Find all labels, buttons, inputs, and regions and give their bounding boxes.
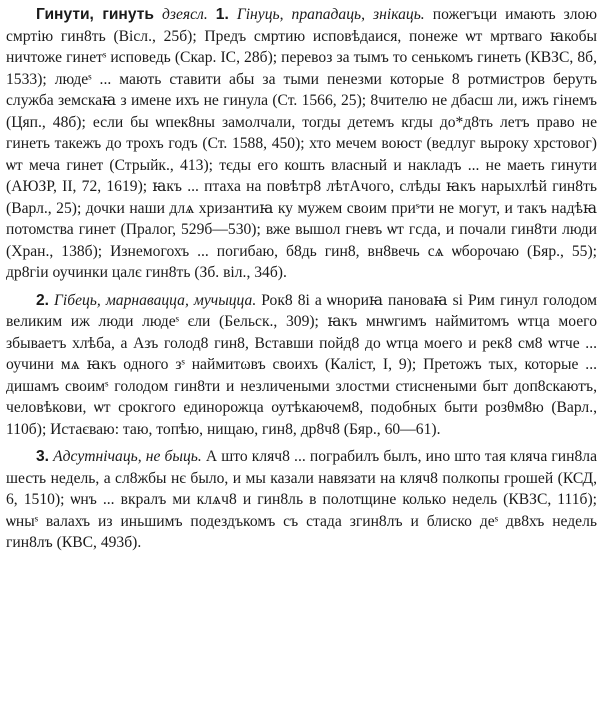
sense-gloss: Гінуць, прападаць, знікаць.: [236, 6, 425, 23]
sense-number: 2.: [36, 291, 50, 309]
sense-number: 3.: [36, 448, 50, 465]
grammar-label: дзеясл.: [161, 6, 208, 23]
sense-3: [6, 446, 597, 554]
headword: Гинути, гинуть: [36, 6, 154, 23]
sense-number: 1.: [215, 6, 229, 23]
sense-gloss: Адсутнічаць, не быць.: [53, 448, 202, 465]
sense-1: [6, 4, 597, 284]
sense-gloss: Гібець, марнавацца, мучыцца.: [54, 291, 257, 309]
sense-citations: пожегъци имають злою смртію гин8ть (Вісл., 25б); Предъ смртию исповѣдаися, понеже ѡт мртваго ꙗкобы ничтоже гинетˢ исповедь (Скар. ІС, 28б); перевоз за тымъ то сенькомъ гинеть (КВЗС, 8б, 1533); людеˢ ... мають ставити абы за тыми пенезми которые 8 ротмистров беруть служба земскаꙗ з имене ихъ не гинула (Ст. 1566, 25); 8чителю не дбасш ли, ижъ гінемъ (Цяп., 48б); если бы ѡпек8ны замолчали, тогды детемъ кгды до*д8ть летъ право не гинеть такежъ до трохъ годъ (Ст. 1588, 450); хто мечем воюст (ведлуг выроку хрстовог) ѡт меча гинет (Стрыйк., 413); тєды его кошть власный и накладъ ... не маеть гинути (АЮЗР, II, 72, 1619); ꙗкъ ... птаха на повѣтр8 лѣтАчого, слѣды ꙗкъ нарыхлѣй гин8ть (Варл., 25); дочки наши длѧ хризантиꙗ ку мужем своим приˢти не могут, и такъ надѣꙗ потомства гинет (Пралог, 529б—530); вже вышол гневъ ѡт гсда, и почали гин8ти люди (Хран., 138б); Изнемогохъ ... погибаю, б8дь гин8, вн8вечь сѧ ѡборочаю (Бяр., 55); др8гіи оучинки цалє гин8ть (Зб. віл., 34б).: [6, 6, 598, 281]
sense-2: [6, 290, 597, 441]
sense-citations: Рок8 8і а ѡнориꙗ пановаꙗ si Рим гинул голодом великим иж люди людеˢ єли (Бельск., 309); ꙗкъ мнѡгимъ наймитомъ ѡтца моего збываетъ хлѣба, а Азъ голод8 гин8, Вставши пойд8 до ѡтца моего и рек8 см8 ѡтче ... оучини мѧ ꙗкъ одного зˢ наймитωвъ своихъ (Каліст, I, 9); Претожъ тых, которые ... дишамъ своимˢ голодом гин8ти и незличеными злостми стиснеными быт доп8скаютъ, человѣкови, ѡт срокгого единорожца оутѣкаючем8, подобных быти розθм8ю (Варл., 110б); Истаєваю: таю, топѣю, нищаю, гин8, др8ч8 (Бяр., 60—61).: [6, 291, 597, 438]
sense-citations: А што кляч8 ... пограбилъ былъ, ино што тая кляча гин8ла шесть недель, а сл8жбы нє было, и мы казали навязати на кляч8 полкопы грошей (КСД, 6, 1510); ѡнъ ... вкралъ ми клѧч8 и гин8ль в полотщине колько недель (КВЗС, 111б); ѡныˢ валахъ из иньшимъ подездъкомъ съ стада згин8лъ и блиско деˢ дв8хъ недель гин8лъ (КВС, 493б).: [6, 448, 597, 551]
